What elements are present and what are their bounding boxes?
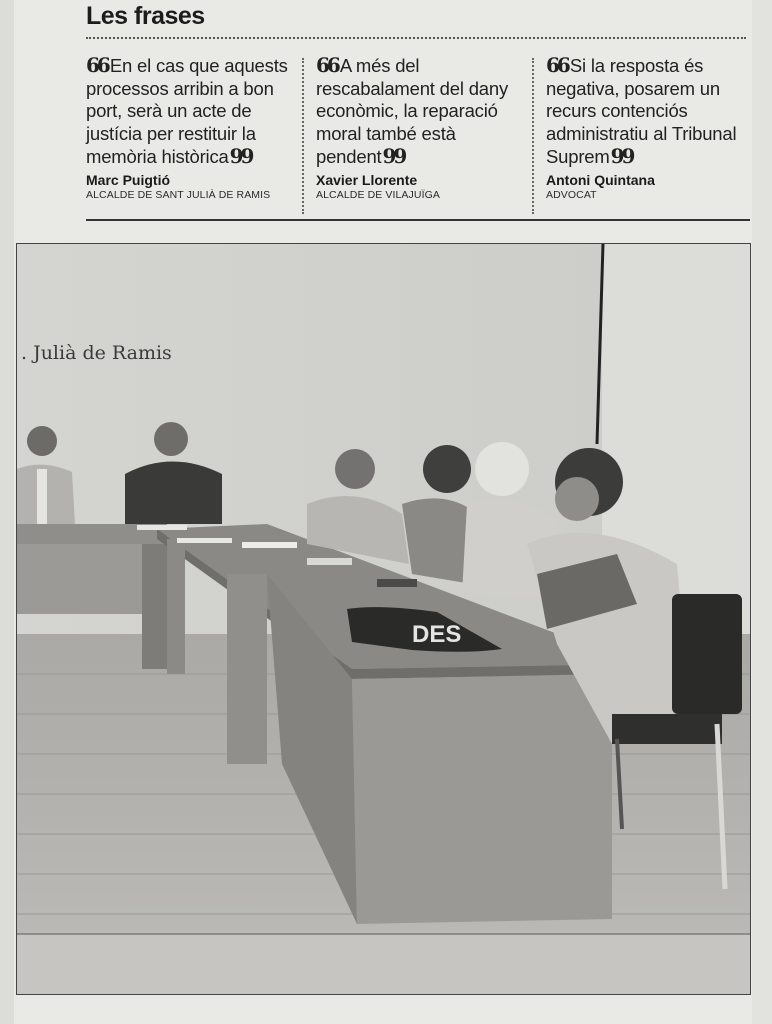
- close-quote-mark: 99: [610, 144, 633, 168]
- table-front-panel: [352, 674, 612, 924]
- quotes-bottom-rule: [86, 219, 750, 221]
- quote-2-role: ALCALDE DE VILAJUÏGA: [316, 188, 440, 201]
- quote-1-text: 66 En el cas que aquests processos arribin a bon port, serà un acte de justícia per restituir la memòria històrica99: [86, 53, 288, 168]
- quote-1: [86, 54, 298, 201]
- open-quote-mark: 66: [86, 53, 108, 77]
- quote-3-author: Antoni Quintana: [546, 171, 655, 188]
- quote-1-role: ALCALDE DE SANT JULIÀ DE RAMIS: [86, 188, 271, 201]
- open-quote-mark: 66: [546, 53, 568, 77]
- page-left-margin: [0, 0, 14, 1024]
- quote-2-author: Xavier Llorente: [316, 171, 418, 188]
- open-quote-mark: 66: [316, 53, 338, 77]
- column-separator: [302, 58, 304, 214]
- column-separator: [532, 58, 534, 214]
- bag-print-text: DES: [412, 621, 462, 648]
- close-quote-mark: 99: [382, 144, 405, 168]
- meeting-photo: [16, 243, 751, 995]
- section-title: Les frases: [86, 2, 205, 30]
- close-quote-mark: 99: [229, 144, 252, 168]
- quote-3: [546, 54, 758, 201]
- dotted-divider: [86, 37, 746, 39]
- wall-sign-text: . Julià de Ramis: [21, 342, 172, 364]
- quote-3-text: 66 Si la resposta és negativa, posarem un recurs contenciós administratiu al Tribunal Suprem99: [546, 53, 737, 168]
- quote-3-role: ADVOCAT: [546, 188, 597, 201]
- quote-2-text: 66 A més del rescabalament del dany econòmic, la reparació moral també està pendent99: [316, 53, 509, 168]
- quotes-box: [86, 0, 750, 222]
- quote-1-author: Marc Puigtió: [86, 171, 171, 188]
- quote-2: [316, 54, 528, 201]
- floor-step: [17, 934, 750, 994]
- table-panel: [227, 574, 267, 764]
